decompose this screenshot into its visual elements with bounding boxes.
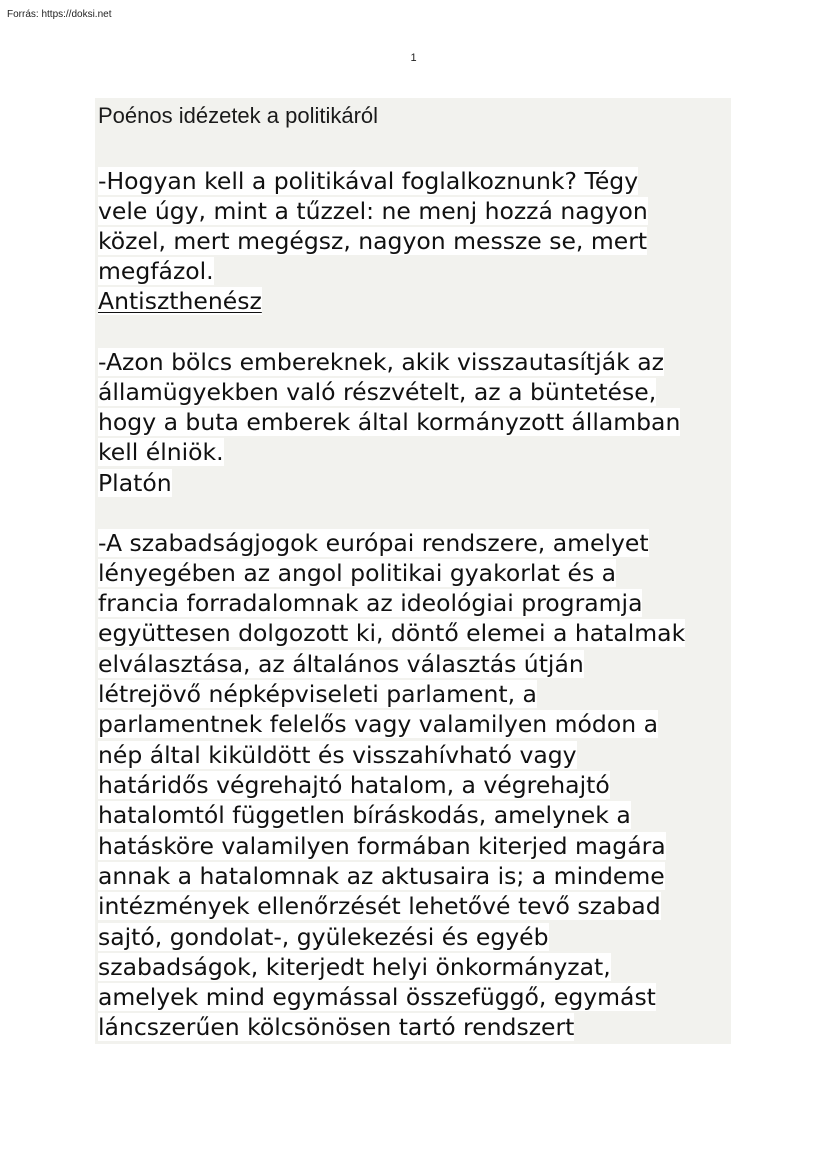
quote-1-line xyxy=(98,166,638,196)
quote-3-line xyxy=(98,709,658,739)
quote-3-line xyxy=(98,770,610,800)
quote-line-text: együttesen dolgozott ki, döntő elemei a hatalmak xyxy=(98,619,686,647)
quote-2-line xyxy=(98,377,656,407)
quote-3-line xyxy=(98,740,577,770)
quote-author: Platón xyxy=(98,469,172,497)
document-body xyxy=(95,98,731,1044)
quote-2-line xyxy=(98,347,664,377)
quote-1-line xyxy=(98,226,647,256)
quote-line-text: elválasztása, az általános választás útján xyxy=(98,650,584,678)
quote-line-text: megfázol. xyxy=(98,257,214,285)
quote-3-line xyxy=(98,800,631,830)
quote-line-text: -Hogyan kell a politikával foglalkoznunk? Tégy xyxy=(98,167,639,195)
quote-3-line xyxy=(98,891,661,921)
quote-line-text: közel, mert megégsz, nagyon messze se, mert xyxy=(98,227,648,255)
quote-line-text: francia forradalomnak az ideológiai programja xyxy=(98,589,643,617)
quote-3-line xyxy=(98,679,537,709)
quote-line-text: -A szabadságjogok európai rendszere, amelyet xyxy=(98,529,649,557)
quote-line-text: kell élniök. xyxy=(98,438,224,466)
quote-3-line xyxy=(98,861,665,891)
quote-line-text: parlamentnek felelős vagy valamilyen módon a xyxy=(98,710,658,738)
quote-line-text: hatalomtól független bíráskodás, amelynek a xyxy=(98,801,631,829)
quote-3-line xyxy=(98,588,642,618)
quote-line-text: államügyekben való részvételt, az a büntetése, xyxy=(98,378,657,406)
quote-2-line xyxy=(98,407,680,437)
quote-line-text: nép által kiküldött és visszahívható vagy xyxy=(98,741,577,769)
quote-line-text: lényegében az angol politikai gyakorlat és a xyxy=(98,559,617,587)
quote-line-text: szabadságok, kiterjedt helyi önkormányzat, xyxy=(98,953,611,981)
quote-3-line xyxy=(98,618,685,648)
quote-2-author xyxy=(98,468,172,498)
quote-line-text: annak a hatalomnak az aktusaira is; a mindeme xyxy=(98,862,665,890)
quote-line-text: hatásköre valamilyen formában kiterjed magára xyxy=(98,832,666,860)
quote-line-text: vele úgy, mint a tűzzel: ne menj hozzá nagyon xyxy=(98,197,648,225)
quote-line-text: intézmények ellenőrzését lehetővé tevő szabad xyxy=(98,892,661,920)
quote-3-line xyxy=(98,649,584,679)
quote-2-line xyxy=(98,437,224,467)
quote-1-author xyxy=(98,286,262,316)
quote-1-line xyxy=(98,256,214,286)
quote-line-text: sajtó, gondolat-, gyülekezési és egyéb xyxy=(98,923,549,951)
quote-line-text: láncszerűen kölcsönösen tartó rendszert xyxy=(98,1013,575,1041)
author-link[interactable]: Antiszthenész xyxy=(98,287,262,315)
quote-line-text: létrejövő népképviseleti parlament, a xyxy=(98,680,537,708)
quote-3-line xyxy=(98,558,616,588)
quote-3-line xyxy=(98,528,649,558)
quote-line-text: -Azon bölcs embereknek, akik visszautasítják az xyxy=(98,348,664,376)
quote-3-line xyxy=(98,982,656,1012)
quote-3-line xyxy=(98,922,549,952)
document-title: Poénos idézetek a politikáról xyxy=(98,103,379,128)
quote-3-line xyxy=(98,952,611,982)
page-number: 1 xyxy=(410,52,417,64)
quote-line-text: határidős végrehajtó hatalom, a végrehajtó xyxy=(98,771,610,799)
quote-line-text: amelyek mind egymással összefüggő, egymást xyxy=(98,983,656,1011)
quote-3-line xyxy=(98,1012,574,1042)
source-label: Forrás: https://doksi.net xyxy=(7,9,112,20)
quote-line-text: hogy a buta emberek által kormányzott államban xyxy=(98,408,681,436)
quote-3-line xyxy=(98,831,666,861)
quote-1-line xyxy=(98,196,648,226)
